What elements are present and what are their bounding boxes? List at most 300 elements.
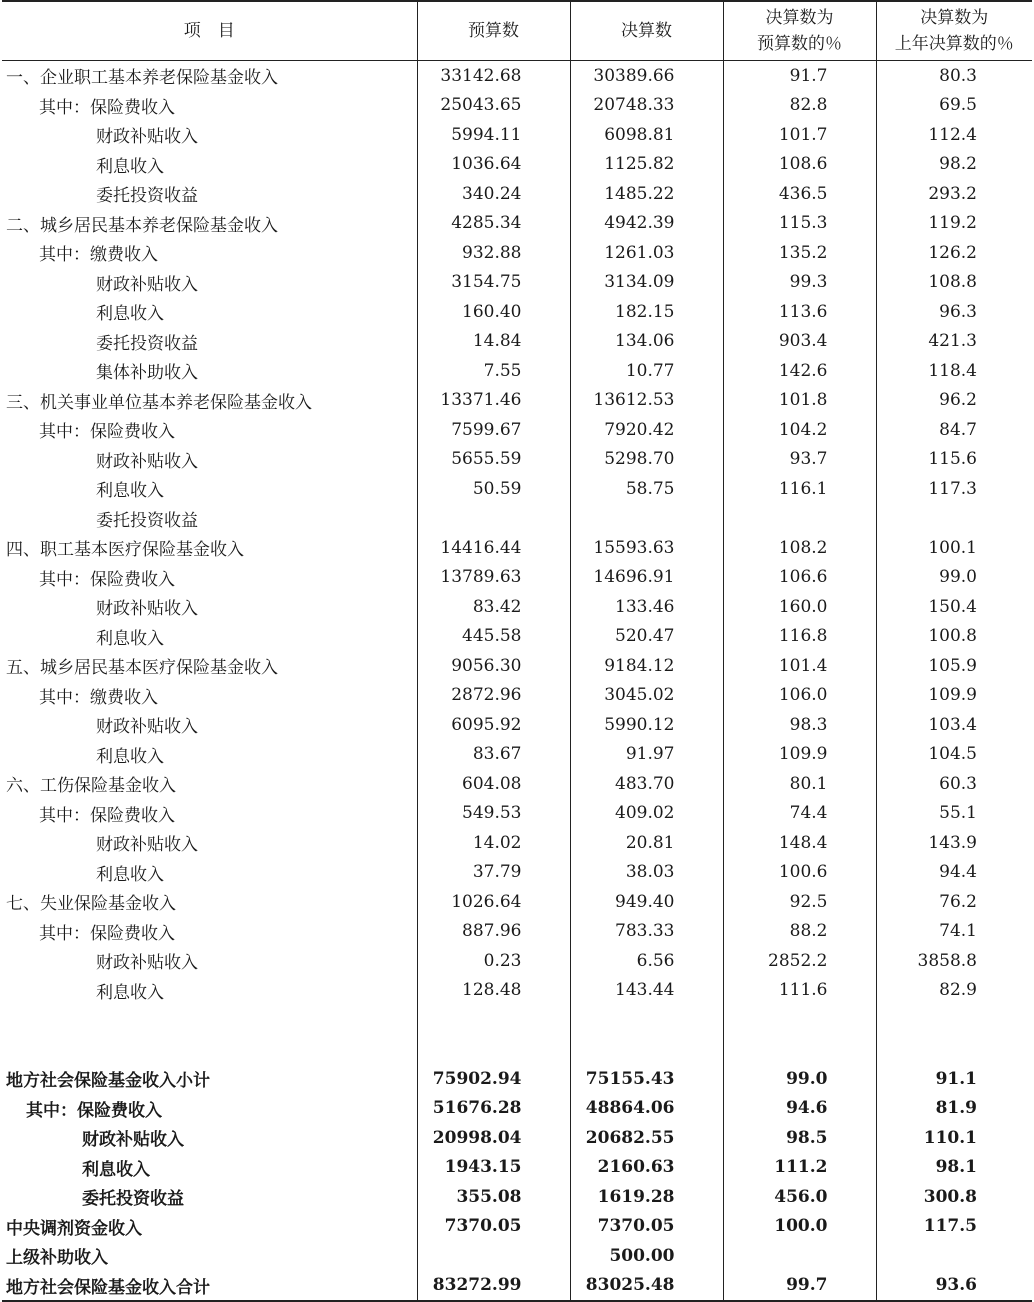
header-final: 决算数 xyxy=(570,1,723,61)
cell-final xyxy=(570,533,723,563)
cell-value: 48864.06 xyxy=(585,1098,675,1119)
cell-pct-prev xyxy=(876,563,1032,593)
cell-pct-prev xyxy=(876,828,1032,858)
cell-budget xyxy=(417,946,570,976)
cell-pct-prev xyxy=(876,1271,1032,1302)
cell-value: 20.81 xyxy=(625,832,675,853)
cell-pct-prev xyxy=(876,1094,1032,1124)
cell-value: 96.2 xyxy=(939,390,977,411)
table-row xyxy=(2,740,1032,770)
row-label: 四、职工基本医疗保险基金收入 xyxy=(6,540,244,561)
cell-value: 103.4 xyxy=(928,714,977,735)
cell-pct-prev xyxy=(876,533,1032,563)
cell-final xyxy=(570,1094,723,1124)
cell-pct-prev xyxy=(876,858,1032,888)
cell-value: 50.59 xyxy=(472,478,522,499)
cell-value: 51676.28 xyxy=(432,1098,522,1119)
cell-pct-budget xyxy=(723,1064,876,1094)
cell-value: 128.48 xyxy=(462,980,522,1001)
cell-value: 3134.09 xyxy=(604,272,675,293)
cell-pct-budget xyxy=(723,858,876,888)
table-row xyxy=(2,828,1032,858)
table-row xyxy=(2,651,1032,681)
cell-value: 10.77 xyxy=(625,360,675,381)
cell-pct-budget xyxy=(723,268,876,298)
cell-value: 93.7 xyxy=(789,449,828,470)
cell-budget xyxy=(417,356,570,386)
cell-value: 456.0 xyxy=(774,1186,828,1207)
row-label: 财政补贴收入 xyxy=(96,835,198,856)
table-row xyxy=(2,1094,1032,1124)
cell-value: 13789.63 xyxy=(440,567,522,588)
cell-pct-prev xyxy=(876,474,1032,504)
cell-value: 0.23 xyxy=(483,950,522,971)
cell-value: 91.97 xyxy=(625,744,675,765)
cell-value: 6095.92 xyxy=(451,714,522,735)
cell-value: 293.2 xyxy=(928,183,977,204)
cell-budget xyxy=(417,1212,570,1242)
cell-budget xyxy=(417,976,570,1006)
cell-value: 111.2 xyxy=(774,1157,828,1178)
cell-value: 83272.99 xyxy=(432,1275,522,1296)
cell-final xyxy=(570,415,723,445)
row-label: 委托投资收益 xyxy=(82,1189,184,1210)
cell-value: 115.6 xyxy=(928,449,977,470)
cell-budget xyxy=(417,297,570,327)
cell-value: 91.7 xyxy=(789,65,828,86)
table-row xyxy=(2,504,1032,534)
cell-value: 1125.82 xyxy=(604,154,675,175)
cell-value: 117.5 xyxy=(923,1216,977,1237)
cell-value: 150.4 xyxy=(928,596,977,617)
cell-budget xyxy=(417,179,570,209)
cell-value: 1261.03 xyxy=(604,242,675,263)
cell-pct-budget xyxy=(723,622,876,652)
table-row xyxy=(2,386,1032,416)
cell-budget xyxy=(417,268,570,298)
row-label: 财政补贴收入 xyxy=(96,127,198,148)
cell-pct-budget xyxy=(723,651,876,681)
row-label: 利息收入 xyxy=(96,982,164,1003)
cell-final xyxy=(570,61,723,91)
table-row xyxy=(2,1153,1032,1183)
cell-budget xyxy=(417,681,570,711)
cell-value: 4942.39 xyxy=(604,213,675,234)
cell-budget xyxy=(417,386,570,416)
cell-value: 111.6 xyxy=(778,980,828,1001)
row-label: 一、企业职工基本养老保险基金收入 xyxy=(6,68,278,89)
cell-pct-prev xyxy=(876,1153,1032,1183)
cell-final xyxy=(570,651,723,681)
cell-final xyxy=(570,740,723,770)
cell-value: 74.1 xyxy=(939,921,977,942)
cell-pct-budget xyxy=(723,504,876,534)
table-row xyxy=(2,356,1032,386)
cell-pct-budget xyxy=(723,563,876,593)
cell-value: 25043.65 xyxy=(440,95,522,116)
cell-value: 300.8 xyxy=(923,1186,977,1207)
cell-pct-prev xyxy=(876,681,1032,711)
cell-value: 340.24 xyxy=(462,183,522,204)
cell-pct-budget xyxy=(723,533,876,563)
cell-pct-prev xyxy=(876,356,1032,386)
cell-value: 98.2 xyxy=(939,154,977,175)
cell-final xyxy=(570,769,723,799)
row-label: 中央调剂资金收入 xyxy=(6,1218,142,1239)
cell-budget xyxy=(417,61,570,91)
cell-value: 15593.63 xyxy=(593,537,675,558)
cell-value: 99.3 xyxy=(789,272,828,293)
cell-final xyxy=(570,1182,723,1212)
row-label: 委托投资收益 xyxy=(96,333,198,354)
cell-pct-prev xyxy=(876,504,1032,534)
cell-final xyxy=(570,917,723,947)
cell-pct-budget xyxy=(723,91,876,121)
cell-pct-budget xyxy=(723,356,876,386)
cell-pct-budget xyxy=(723,740,876,770)
cell-value: 94.6 xyxy=(786,1098,828,1119)
cell-pct-budget xyxy=(723,61,876,91)
cell-final xyxy=(570,592,723,622)
cell-budget xyxy=(417,740,570,770)
cell-value: 20998.04 xyxy=(432,1127,522,1148)
cell-pct-budget xyxy=(723,592,876,622)
cell-final xyxy=(570,858,723,888)
cell-pct-budget xyxy=(723,1153,876,1183)
cell-value: 949.40 xyxy=(615,891,675,912)
cell-pct-budget xyxy=(723,887,876,917)
cell-value: 20748.33 xyxy=(593,95,675,116)
cell-value: 7599.67 xyxy=(451,419,522,440)
table-row xyxy=(2,238,1032,268)
cell-value: 126.2 xyxy=(928,242,977,263)
cell-pct-prev xyxy=(876,209,1032,239)
row-label: 利息收入 xyxy=(96,481,164,502)
cell-value: 30389.66 xyxy=(593,65,675,86)
cell-value: 112.4 xyxy=(928,124,977,145)
cell-value: 94.4 xyxy=(939,862,977,883)
cell-pct-budget xyxy=(723,1241,876,1271)
cell-value: 355.08 xyxy=(456,1186,522,1207)
table-row xyxy=(2,592,1032,622)
table-row xyxy=(2,91,1032,121)
cell-budget xyxy=(417,238,570,268)
cell-budget xyxy=(417,622,570,652)
cell-final xyxy=(570,504,723,534)
row-label: 五、城乡居民基本医疗保险基金收入 xyxy=(6,658,278,679)
header-pct-budget-line2: 预算数的％ xyxy=(757,34,842,54)
cell-pct-budget xyxy=(723,297,876,327)
row-label: 六、工伤保险基金收入 xyxy=(6,776,176,797)
cell-pct-prev xyxy=(876,917,1032,947)
row-label: 七、失业保险基金收入 xyxy=(6,894,176,915)
table-row xyxy=(2,268,1032,298)
cell-budget xyxy=(417,1064,570,1094)
cell-value: 100.1 xyxy=(928,537,977,558)
row-label: 利息收入 xyxy=(96,746,164,767)
cell-final xyxy=(570,91,723,121)
cell-value: 98.3 xyxy=(789,714,828,735)
cell-budget xyxy=(417,91,570,121)
cell-pct-prev xyxy=(876,179,1032,209)
cell-value: 5298.70 xyxy=(604,449,675,470)
row-label: 其中：保险费收入 xyxy=(39,569,175,590)
cell-value: 108.8 xyxy=(928,272,977,293)
cell-value: 903.4 xyxy=(778,331,828,352)
cell-value: 105.9 xyxy=(928,655,977,676)
table-header-row xyxy=(2,1,1032,61)
cell-pct-budget xyxy=(723,828,876,858)
cell-budget xyxy=(417,1005,570,1064)
cell-pct-prev xyxy=(876,91,1032,121)
cell-pct-budget xyxy=(723,120,876,150)
cell-pct-budget xyxy=(723,415,876,445)
table-row xyxy=(2,150,1032,180)
cell-value: 106.0 xyxy=(778,685,828,706)
cell-value: 1943.15 xyxy=(444,1157,522,1178)
cell-budget xyxy=(417,1153,570,1183)
cell-value: 143.44 xyxy=(615,980,675,1001)
cell-final xyxy=(570,681,723,711)
table-row xyxy=(2,1005,1032,1064)
row-label: 利息收入 xyxy=(96,864,164,885)
table-row xyxy=(2,415,1032,445)
cell-budget xyxy=(417,799,570,829)
cell-value: 7370.05 xyxy=(597,1216,675,1237)
cell-pct-budget xyxy=(723,769,876,799)
cell-final xyxy=(570,710,723,740)
cell-budget xyxy=(417,651,570,681)
cell-value: 101.8 xyxy=(778,390,828,411)
cell-value: 99.0 xyxy=(939,567,977,588)
cell-pct-budget xyxy=(723,1123,876,1153)
table-row xyxy=(2,1271,1032,1302)
row-label: 委托投资收益 xyxy=(96,510,198,531)
cell-pct-prev xyxy=(876,887,1032,917)
cell-budget xyxy=(417,858,570,888)
cell-final xyxy=(570,622,723,652)
table-row xyxy=(2,887,1032,917)
cell-budget xyxy=(417,710,570,740)
cell-final xyxy=(570,887,723,917)
cell-pct-prev xyxy=(876,120,1032,150)
cell-value: 116.1 xyxy=(778,478,828,499)
row-label: 其中：缴费收入 xyxy=(39,245,158,266)
cell-value: 119.2 xyxy=(928,213,977,234)
table-row xyxy=(2,209,1032,239)
cell-final xyxy=(570,268,723,298)
row-label: 二、城乡居民基本养老保险基金收入 xyxy=(6,215,278,236)
table-row xyxy=(2,533,1032,563)
cell-value: 88.2 xyxy=(789,921,828,942)
cell-value: 100.6 xyxy=(778,862,828,883)
header-pct-budget xyxy=(723,1,876,61)
cell-value: 84.7 xyxy=(939,419,977,440)
row-label: 委托投资收益 xyxy=(96,186,198,207)
cell-final xyxy=(570,150,723,180)
cell-value: 98.5 xyxy=(786,1127,828,1148)
cell-budget xyxy=(417,1182,570,1212)
row-label: 财政补贴收入 xyxy=(96,451,198,472)
cell-value: 133.46 xyxy=(615,596,675,617)
cell-value: 483.70 xyxy=(615,773,675,794)
table-row xyxy=(2,474,1032,504)
cell-value: 520.47 xyxy=(615,626,675,647)
cell-value: 9056.30 xyxy=(451,655,522,676)
cell-pct-budget xyxy=(723,209,876,239)
header-pct-budget-line1: 决算数为 xyxy=(765,8,834,28)
cell-value: 99.0 xyxy=(786,1068,828,1089)
table-row xyxy=(2,1241,1032,1271)
cell-value: 182.15 xyxy=(615,301,675,322)
cell-value: 100.0 xyxy=(774,1216,828,1237)
cell-pct-prev xyxy=(876,740,1032,770)
row-label: 三、机关事业单位基本养老保险基金收入 xyxy=(6,392,312,413)
cell-pct-budget xyxy=(723,1212,876,1242)
cell-pct-budget xyxy=(723,1005,876,1064)
cell-value: 160.0 xyxy=(778,596,828,617)
cell-pct-prev xyxy=(876,1064,1032,1094)
table-row xyxy=(2,179,1032,209)
cell-pct-prev xyxy=(876,976,1032,1006)
cell-pct-prev xyxy=(876,946,1032,976)
cell-budget xyxy=(417,592,570,622)
cell-pct-prev xyxy=(876,297,1032,327)
cell-value: 115.3 xyxy=(778,213,828,234)
cell-value: 1026.64 xyxy=(451,891,522,912)
cell-value: 148.4 xyxy=(778,832,828,853)
cell-value: 80.3 xyxy=(939,65,977,86)
cell-final xyxy=(570,238,723,268)
cell-pct-prev xyxy=(876,327,1032,357)
row-label: 上级补助收入 xyxy=(6,1248,108,1269)
table-row xyxy=(2,681,1032,711)
cell-value: 143.9 xyxy=(928,832,977,853)
cell-final xyxy=(570,1271,723,1302)
cell-final xyxy=(570,445,723,475)
cell-value: 100.8 xyxy=(928,626,977,647)
cell-value: 60.3 xyxy=(939,773,977,794)
cell-pct-prev xyxy=(876,415,1032,445)
cell-budget xyxy=(417,769,570,799)
cell-value: 82.8 xyxy=(789,95,828,116)
row-label: 地方社会保险基金收入合计 xyxy=(2,1271,417,1302)
cell-final xyxy=(570,946,723,976)
table-row xyxy=(2,1064,1032,1094)
cell-final xyxy=(570,828,723,858)
cell-value: 5655.59 xyxy=(451,449,522,470)
cell-value: 14.84 xyxy=(472,331,522,352)
table-row xyxy=(2,297,1032,327)
cell-budget xyxy=(417,209,570,239)
cell-value: 7920.42 xyxy=(604,419,675,440)
table-row xyxy=(2,563,1032,593)
cell-value: 101.4 xyxy=(778,655,828,676)
cell-value: 500.00 xyxy=(609,1245,675,1266)
cell-budget xyxy=(417,1271,570,1302)
cell-pct-prev xyxy=(876,238,1032,268)
cell-budget xyxy=(417,120,570,150)
cell-budget xyxy=(417,504,570,534)
cell-value: 74.4 xyxy=(789,803,828,824)
table-body xyxy=(2,61,1032,1302)
cell-final xyxy=(570,563,723,593)
cell-value: 104.5 xyxy=(928,744,977,765)
table-row xyxy=(2,917,1032,947)
cell-value: 783.33 xyxy=(615,921,675,942)
table-row xyxy=(2,445,1032,475)
cell-value: 92.5 xyxy=(789,891,828,912)
row-label: 利息收入 xyxy=(96,156,164,177)
table-row xyxy=(2,1212,1032,1242)
cell-final xyxy=(570,209,723,239)
cell-value: 549.53 xyxy=(462,803,522,824)
cell-value: 142.6 xyxy=(778,360,828,381)
cell-budget xyxy=(417,563,570,593)
cell-final xyxy=(570,386,723,416)
cell-value: 108.2 xyxy=(778,537,828,558)
cell-pct-prev xyxy=(876,769,1032,799)
cell-value: 98.1 xyxy=(935,1157,977,1178)
cell-budget xyxy=(417,1094,570,1124)
cell-final xyxy=(570,327,723,357)
cell-budget xyxy=(417,415,570,445)
cell-value: 109.9 xyxy=(928,685,977,706)
cell-budget xyxy=(417,828,570,858)
cell-value: 108.6 xyxy=(778,154,828,175)
cell-value: 6.56 xyxy=(636,950,675,971)
cell-final xyxy=(570,1153,723,1183)
table-row xyxy=(2,976,1032,1006)
cell-value: 69.5 xyxy=(939,95,977,116)
cell-final xyxy=(570,976,723,1006)
cell-budget xyxy=(417,327,570,357)
table-row xyxy=(2,327,1032,357)
row-label: 利息收入 xyxy=(96,628,164,649)
cell-pct-prev xyxy=(876,1123,1032,1153)
table-row xyxy=(2,1123,1032,1153)
cell-value: 13371.46 xyxy=(440,390,522,411)
cell-pct-budget xyxy=(723,386,876,416)
row-label: 其中：保险费收入 xyxy=(39,923,175,944)
cell-value: 7370.05 xyxy=(444,1216,522,1237)
cell-value: 135.2 xyxy=(778,242,828,263)
cell-pct-prev xyxy=(876,445,1032,475)
cell-final xyxy=(570,1212,723,1242)
row-label: 其中：保险费收入 xyxy=(39,97,175,118)
table-row xyxy=(2,710,1032,740)
cell-value: 109.9 xyxy=(778,744,828,765)
cell-budget xyxy=(417,474,570,504)
row-label: 财政补贴收入 xyxy=(96,953,198,974)
row-label: 财政补贴收入 xyxy=(82,1130,184,1151)
table-row xyxy=(2,799,1032,829)
cell-value: 14416.44 xyxy=(440,537,522,558)
cell-final xyxy=(570,356,723,386)
cell-pct-budget xyxy=(723,799,876,829)
cell-value: 421.3 xyxy=(928,331,977,352)
table-row xyxy=(2,946,1032,976)
table-row xyxy=(2,858,1032,888)
cell-pct-prev xyxy=(876,1241,1032,1271)
cell-pct-budget xyxy=(723,1094,876,1124)
cell-final xyxy=(570,1241,723,1271)
cell-budget xyxy=(417,1123,570,1153)
cell-value: 83.67 xyxy=(472,744,522,765)
cell-pct-budget xyxy=(723,681,876,711)
cell-pct-prev xyxy=(876,592,1032,622)
row-label: 其中：保险费收入 xyxy=(26,1100,162,1121)
